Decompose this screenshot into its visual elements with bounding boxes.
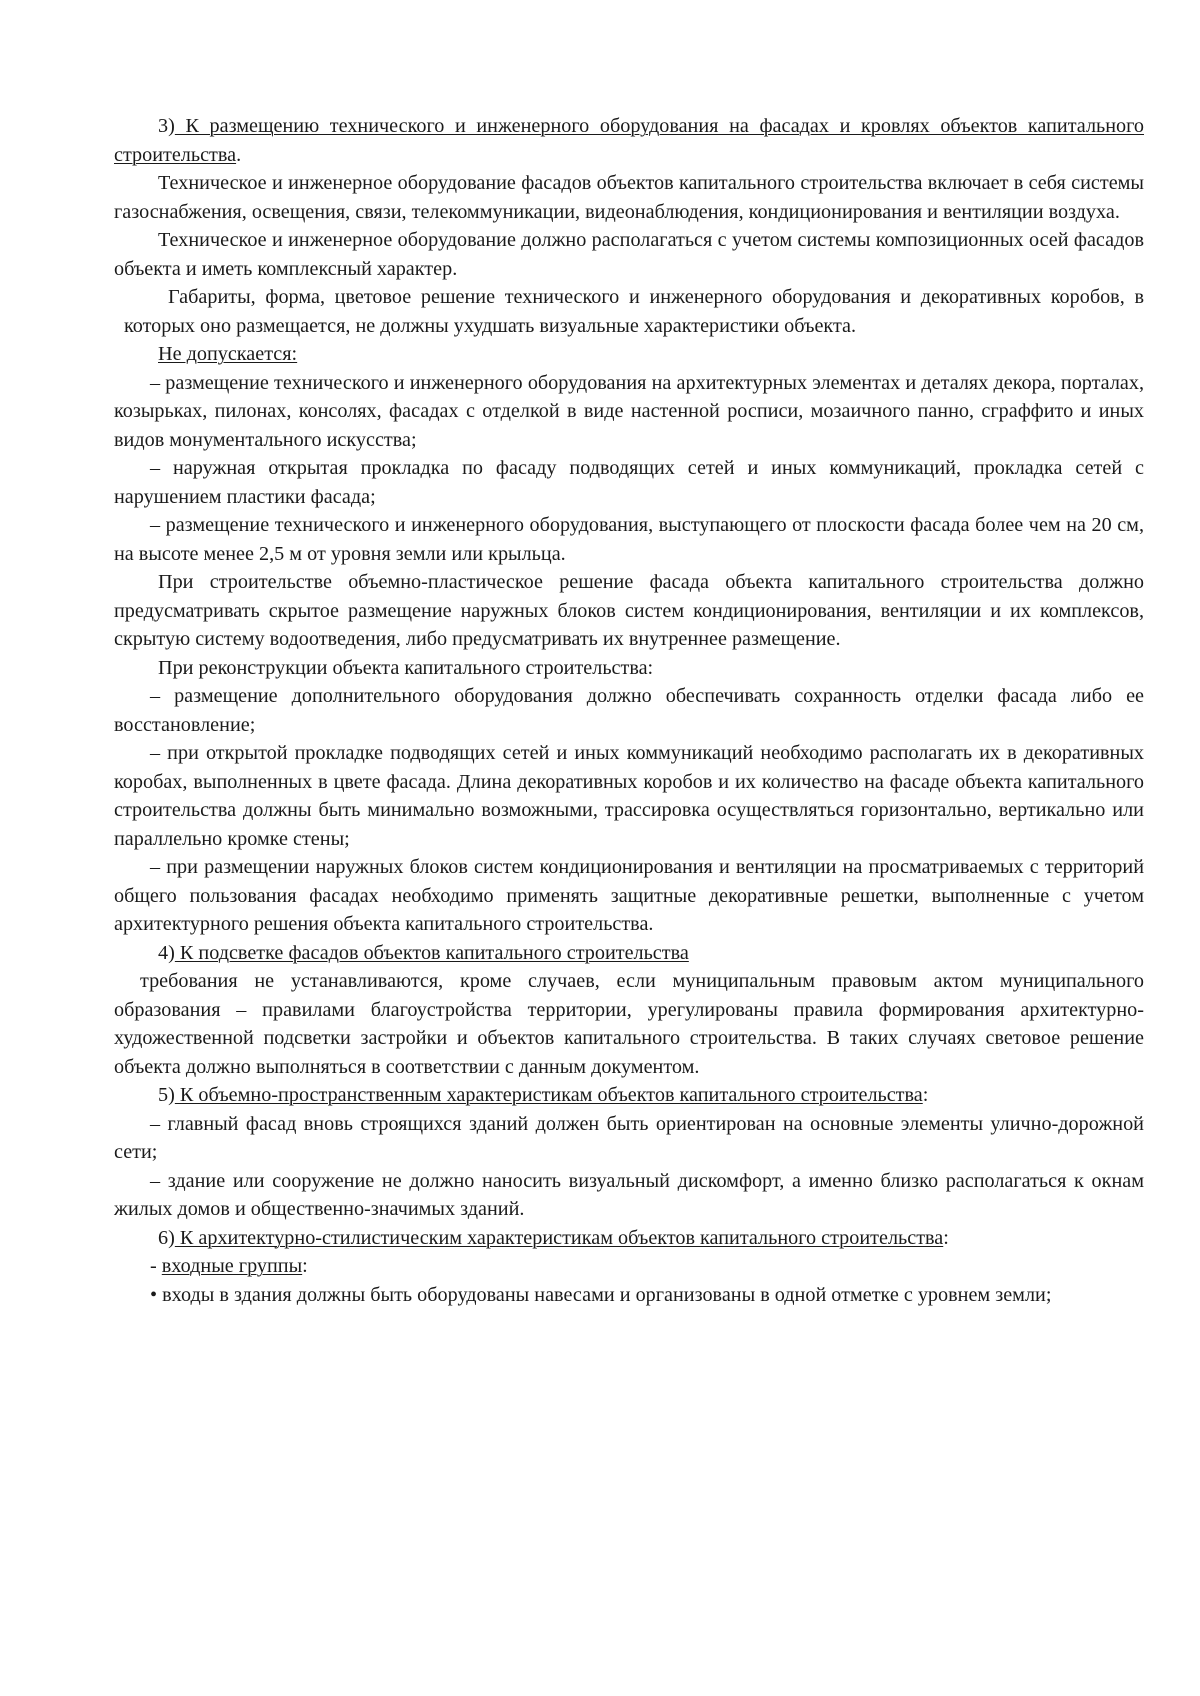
document-page — [114, 112, 1144, 1309]
entrance-groups-label: входные группы — [161, 1255, 303, 1277]
not-allowed-heading — [114, 340, 1144, 369]
section-6-title: К архитектурно-стилистическим характеристикам объектов капитального строительства — [174, 1226, 944, 1249]
dash: - — [150, 1255, 162, 1277]
section-5-title: К объемно-пространственным характеристикам объектов капитального строительства — [174, 1084, 923, 1106]
entrance-groups-heading — [114, 1252, 1144, 1281]
bullet-item — [114, 1281, 1144, 1310]
section-6-number: 6) — [158, 1226, 175, 1249]
paragraph: Техническое и инженерное оборудование фасадов объектов капитального строительства включает в себя системы газоснабжения, освещения, связи, телекоммуникации, видеонаблюдения, кондиционирования и вентиляции воздуха. — [114, 172, 1144, 223]
list-item: – при размещении наружных блоков систем кондиционирования и вентиляции на просматриваемых с территорий общего пользования фасадах необходимо применять защитные декоративные решетки, выполненные с учетом архитектурного решения объекта капитального строительства. — [114, 856, 1144, 935]
list-item: – здание или сооружение не должно наносить визуальный дискомфорт, а именно близко располагаться к окнам жилых домов и общественно-значимых зданий. — [114, 1169, 1144, 1220]
section-4-heading — [114, 939, 1144, 968]
list-item: – при открытой прокладке подводящих сетей и иных коммуникаций необходимо располагать их в декоративных коробах, выполненных в цвете фасада. Длина декоративных коробов и их количество на фасаде объекта капитального строительства должны быть минимально возможными, трассировка осуществляться горизонтально, вертикально или параллельно кромке стены; — [114, 742, 1144, 850]
paragraph: Габариты, форма, цветовое решение технического и инженерного оборудования и декоративных коробов, в которых оно размещается, не должны ухудшать визуальные характеристики объекта. — [124, 286, 1144, 337]
section-5-heading — [114, 1081, 1144, 1110]
section-3-period: . — [236, 143, 242, 166]
paragraph: При реконструкции объекта капитального строительства: — [158, 656, 654, 679]
paragraph: Техническое и инженерное оборудование должно располагаться с учетом системы композиционных осей фасадов объекта и иметь комплексный характер. — [114, 229, 1144, 280]
section-5-colon: : — [922, 1084, 929, 1106]
bullet-text: входы в здания должны быть оборудованы навесами и организованы в одной отметке с уровнем земли; — [157, 1283, 1052, 1306]
section-5-number: 5) — [158, 1084, 175, 1106]
section-6-colon: : — [943, 1226, 949, 1249]
paragraph: требования не устанавливаются, кроме случаев, если муниципальным правовым актом муниципального образования – правилами благоустройства территории, урегулированы правила формирования архитектурно-художественной подсветки застройки и объектов капитального строительства. В таких случаях световое решение объекта должно выполняться в соответствии с данным документом. — [114, 970, 1144, 1078]
section-3-title: К размещению технического и инженерного оборудования на фасадах и кровлях объектов капитального строительства — [114, 115, 1144, 166]
list-item: – наружная открытая прокладка по фасаду подводящих сетей и иных коммуникаций, прокладка сетей с нарушением пластики фасада; — [114, 457, 1144, 508]
paragraph: При строительстве объемно-пластическое решение фасада объекта капитального строительства должно предусматривать скрытое размещение наружных блоков систем кондиционирования, вентиляции и их комплексов, скрытую систему водоотведения, либо предусматривать их внутреннее размещение. — [114, 571, 1144, 650]
not-allowed-label: Не допускается: — [158, 343, 298, 365]
list-item: – размещение дополнительного оборудования должно обеспечивать сохранность отделки фасада либо ее восстановление; — [114, 685, 1144, 736]
list-item: – размещение технического и инженерного оборудования, выступающего от плоскости фасада более чем на 20 см, на высоте менее 2,5 м от уровня земли или крыльца. — [114, 514, 1144, 565]
section-3-heading — [114, 112, 1144, 169]
section-4-title: К подсветке фасадов объектов капитального строительства — [174, 941, 689, 964]
bullet-icon: • — [150, 1283, 158, 1306]
section-4-number: 4) — [158, 941, 175, 964]
list-item: – размещение технического и инженерного оборудования на архитектурных элементах и деталях декора, порталах, козырьках, пилонах, консолях, фасадах с отделкой в виде настенной росписи, мозаичного панно, сграффито и иных видов монументального искусства; — [114, 371, 1144, 451]
section-6-heading — [114, 1224, 1144, 1253]
colon: : — [302, 1255, 308, 1277]
list-item: – главный фасад вновь строящихся зданий должен быть ориентирован на основные элементы улично-дорожной сети; — [114, 1112, 1144, 1163]
section-3-number: 3) — [158, 115, 175, 137]
